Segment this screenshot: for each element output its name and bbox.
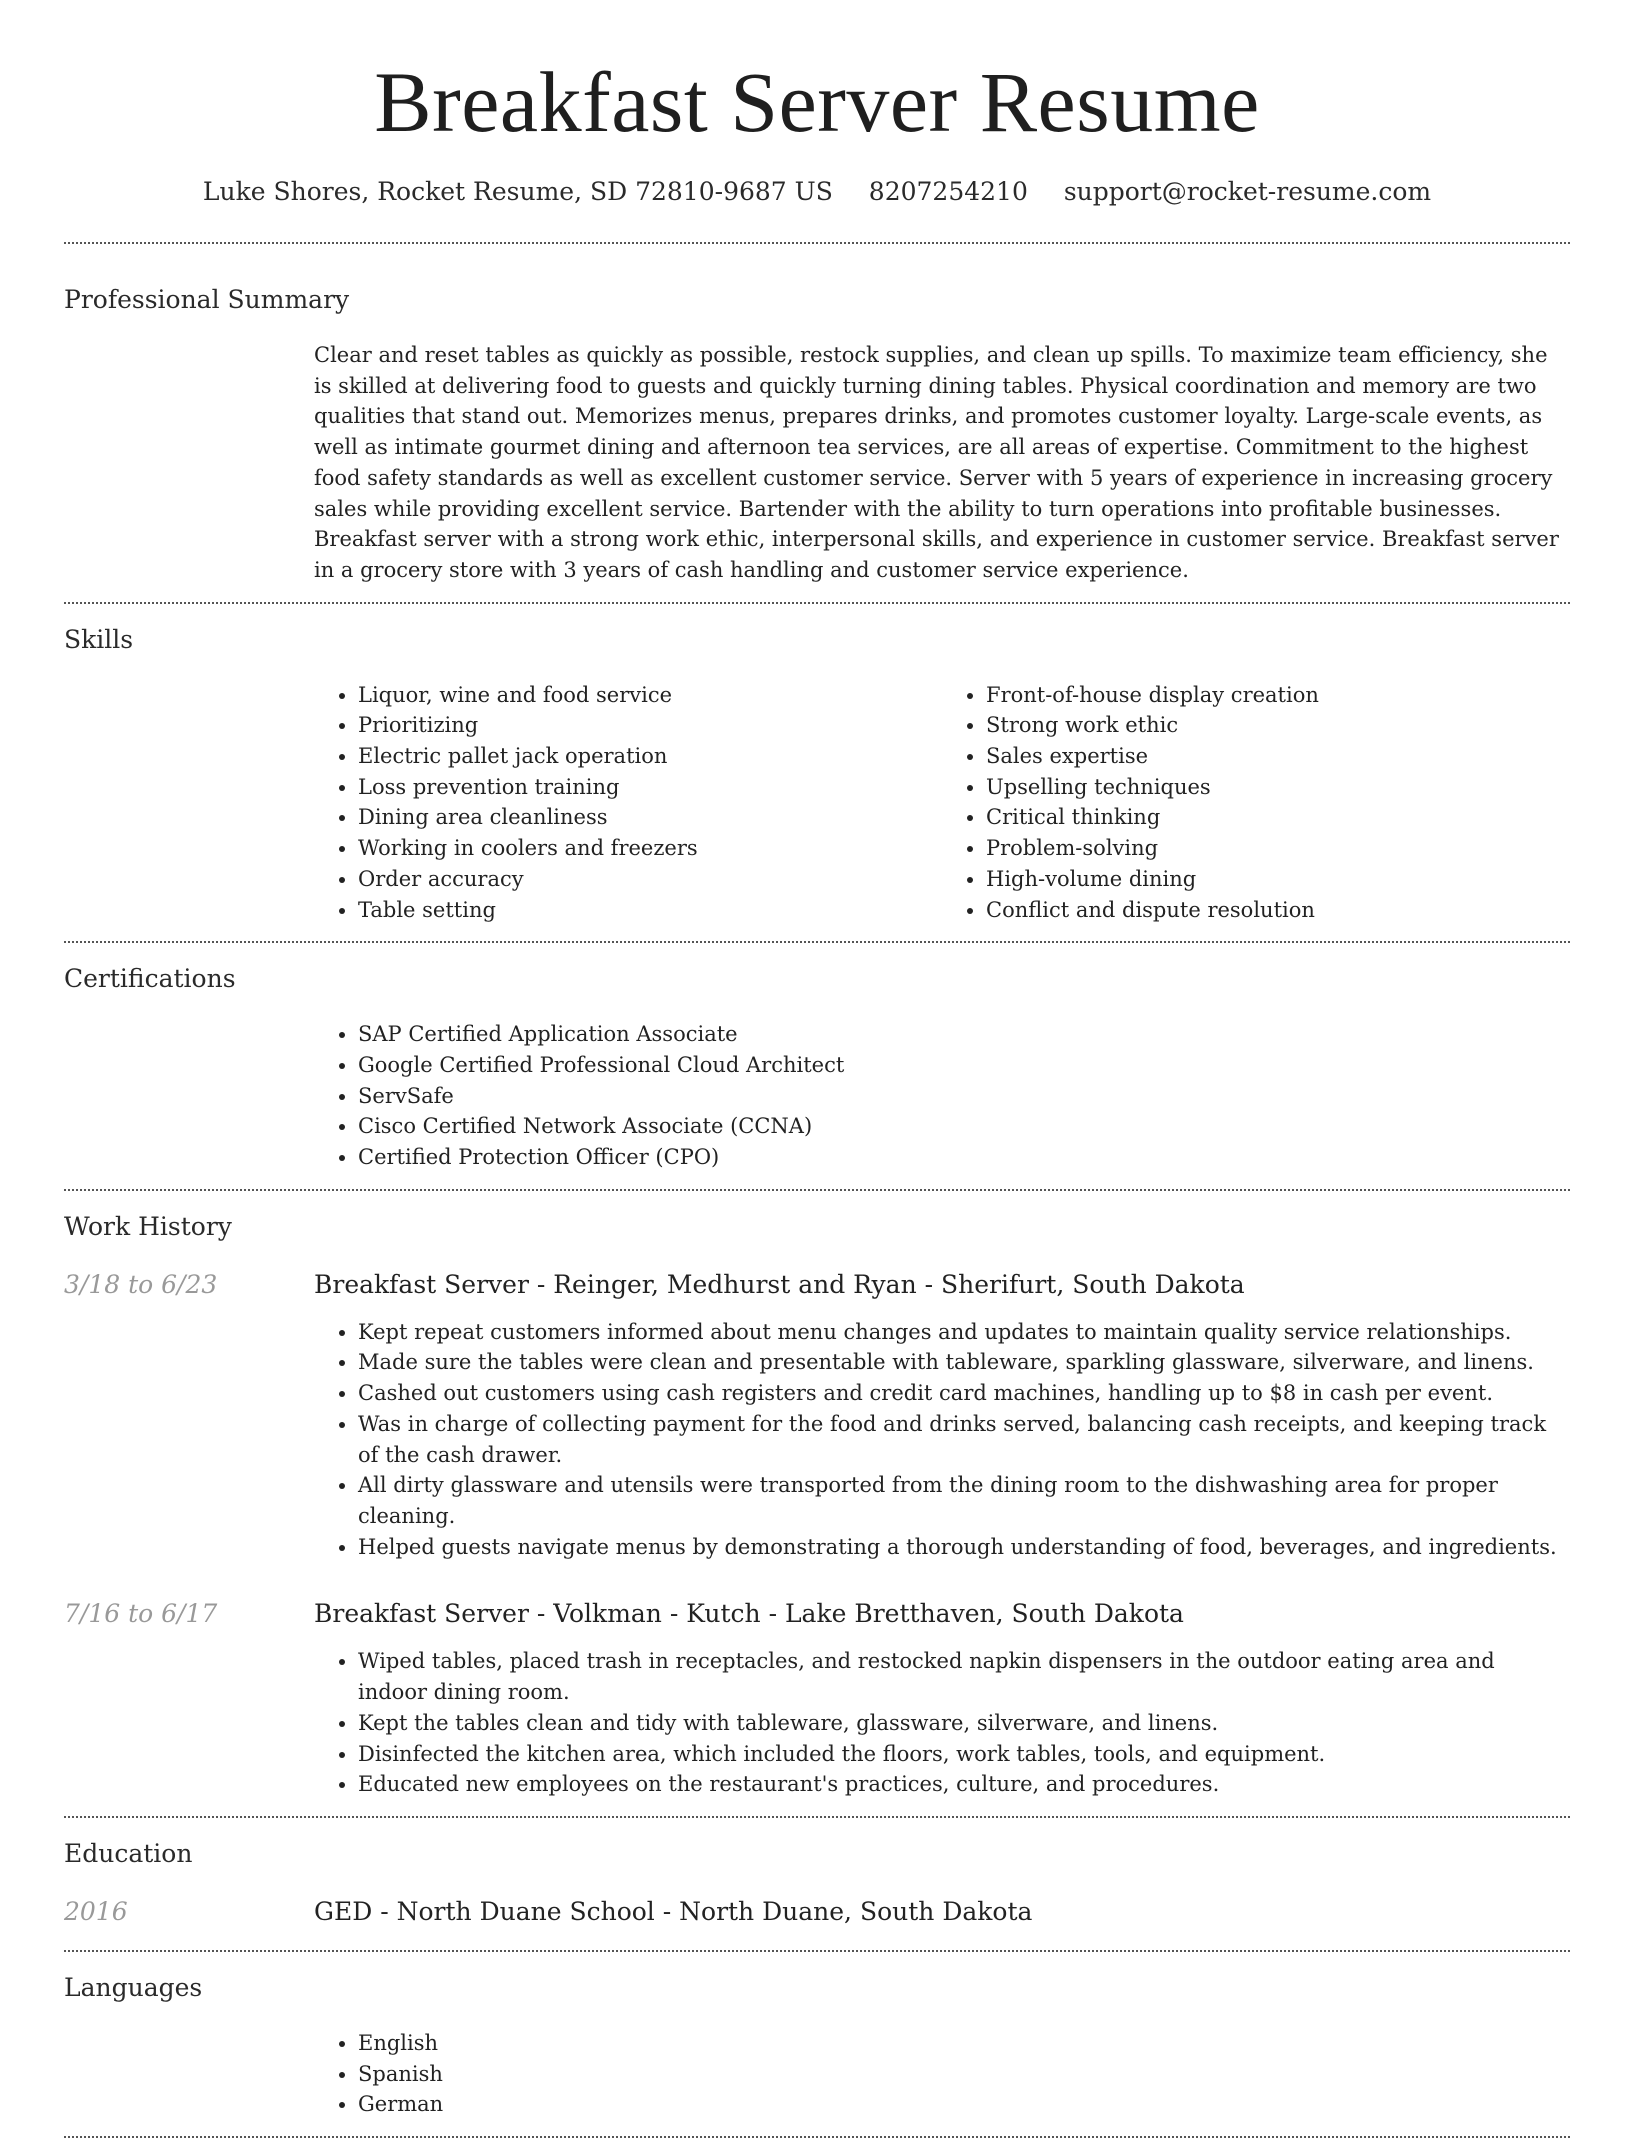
job-bullets bbox=[314, 1317, 1570, 1563]
certifications-section bbox=[64, 943, 1570, 1173]
job-dates: 7/16 to 6/17 bbox=[64, 1599, 218, 1629]
list-item: • Problem-solving bbox=[986, 833, 1570, 864]
job-dates: 3/18 to 6/23 bbox=[64, 1269, 218, 1299]
list-item: • Electric pallet jack operation bbox=[358, 741, 942, 772]
list-item: • All dirty glassware and utensils were transported from the dining room to the dishwashing area for proper cleaning. bbox=[358, 1470, 1570, 1531]
list-item: • Wiped tables, placed trash in receptacles, and restocked napkin dispensers in the outdoor eating area and indoor dining room. bbox=[358, 1646, 1570, 1707]
list-item: • Upselling techniques bbox=[986, 772, 1570, 803]
list-item: • Dining area cleanliness bbox=[358, 802, 942, 833]
list-item: • Kept the tables clean and tidy with tableware, glassware, silverware, and linens. bbox=[358, 1708, 1570, 1739]
page-title: Breakfast Server Resume bbox=[374, 54, 1260, 150]
education-title: GED - North Duane School - North Duane, South Dakota bbox=[314, 1896, 1033, 1926]
list-item: • Strong work ethic bbox=[986, 710, 1570, 741]
contact-address: Luke Shores, Rocket Resume, SD 72810-9687 US bbox=[202, 177, 833, 206]
job-title: Breakfast Server - Reinger, Medhurst and Ryan - Sherifurt, South Dakota bbox=[314, 1269, 1245, 1299]
section-heading-education: Education bbox=[64, 1838, 193, 1868]
summary-section bbox=[64, 244, 1570, 586]
section-heading-work: Work History bbox=[64, 1211, 232, 1241]
languages-list bbox=[314, 2028, 1570, 2120]
list-item: • Table setting bbox=[358, 895, 942, 926]
list-item: • Disinfected the kitchen area, which included the floors, work tables, tools, and equipment. bbox=[358, 1739, 1570, 1770]
work-history-section bbox=[64, 1191, 1570, 1800]
list-item: • Order accuracy bbox=[358, 864, 942, 895]
skills-list-right bbox=[942, 680, 1570, 926]
job-title: Breakfast Server - Volkman - Kutch - Lake Bretthaven, South Dakota bbox=[314, 1599, 1184, 1629]
summary-text: Clear and reset tables as quickly as possible, restock supplies, and clean up spills. To maximize team efficiency, she is skilled at delivering food to guests and quickly turning dining tables. Physical coordination and memory are two qualities that stand out. Memorizes menus, prepares drinks, and promotes customer loyalty. Large-scale events, as well as intimate gourmet dining and afternoon tea services, are all areas of expertise. Commitment to the highest food safety standards as well as excellent customer service. Server with 5 years of experience in increasing grocery sales while providing excellent service. Bartender with the ability to turn operations into profitable businesses. Breakfast server with a strong work ethic, interpersonal skills, and experience in customer service. Breakfast server in a grocery store with 3 years of cash handling and customer service experience. bbox=[314, 343, 1559, 582]
job-bullets bbox=[314, 1646, 1570, 1800]
list-item: • Working in coolers and freezers bbox=[358, 833, 942, 864]
list-item: • Made sure the tables were clean and presentable with tableware, sparkling glassware, silverware, and linens. bbox=[358, 1347, 1570, 1378]
contact-email: support@rocket-resume.com bbox=[1063, 177, 1432, 206]
list-item: • Certified Protection Officer (CPO) bbox=[358, 1142, 1570, 1173]
education-date: 2016 bbox=[64, 1896, 128, 1926]
skills-section bbox=[64, 604, 1570, 926]
certifications-list bbox=[314, 1019, 1570, 1173]
list-item: • Sales expertise bbox=[986, 741, 1570, 772]
contact-line bbox=[64, 176, 1570, 208]
list-item: • High-volume dining bbox=[986, 864, 1570, 895]
skills-list-left bbox=[314, 680, 942, 926]
list-item: • Liquor, wine and food service bbox=[358, 680, 942, 711]
section-heading-languages: Languages bbox=[64, 1972, 203, 2002]
list-item: • Conflict and dispute resolution bbox=[986, 895, 1570, 926]
list-item: • Critical thinking bbox=[986, 802, 1570, 833]
section-heading-certifications: Certifications bbox=[64, 964, 236, 994]
list-item: • Spanish bbox=[358, 2059, 1570, 2090]
list-item: • English bbox=[358, 2028, 1570, 2059]
list-item: • ServSafe bbox=[358, 1081, 1570, 1112]
education-section bbox=[64, 1818, 1570, 1928]
list-item: • Front-of-house display creation bbox=[986, 680, 1570, 711]
list-item: • Google Certified Professional Cloud Architect bbox=[358, 1050, 1570, 1081]
contact-phone: 8207254210 bbox=[868, 177, 1028, 206]
list-item: • Helped guests navigate menus by demonstrating a thorough understanding of food, beverages, and ingredients. bbox=[358, 1532, 1570, 1563]
section-heading-summary: Professional Summary bbox=[64, 285, 350, 314]
list-item: • Cisco Certified Network Associate (CCNA) bbox=[358, 1111, 1570, 1142]
education-entry bbox=[64, 1896, 1570, 1928]
list-item: • Was in charge of collecting payment for the food and drinks served, balancing cash receipts, and keeping track of the cash drawer. bbox=[358, 1409, 1570, 1470]
list-item: • Educated new employees on the restaurant's practices, culture, and procedures. bbox=[358, 1769, 1570, 1800]
list-item: • Loss prevention training bbox=[358, 772, 942, 803]
list-item: • SAP Certified Application Associate bbox=[358, 1019, 1570, 1050]
languages-section bbox=[64, 1952, 1570, 2120]
list-item: • Cashed out customers using cash registers and credit card machines, handling up to $8 in cash per event. bbox=[358, 1378, 1570, 1409]
list-item: • Kept repeat customers informed about menu changes and updates to maintain quality service relationships. bbox=[358, 1317, 1570, 1348]
list-item: • German bbox=[358, 2089, 1570, 2120]
job-entry bbox=[64, 1269, 1570, 1563]
resume-page bbox=[64, 0, 1570, 2138]
list-item: • Prioritizing bbox=[358, 710, 942, 741]
section-heading-skills: Skills bbox=[64, 624, 134, 654]
job-entry bbox=[64, 1598, 1570, 1800]
